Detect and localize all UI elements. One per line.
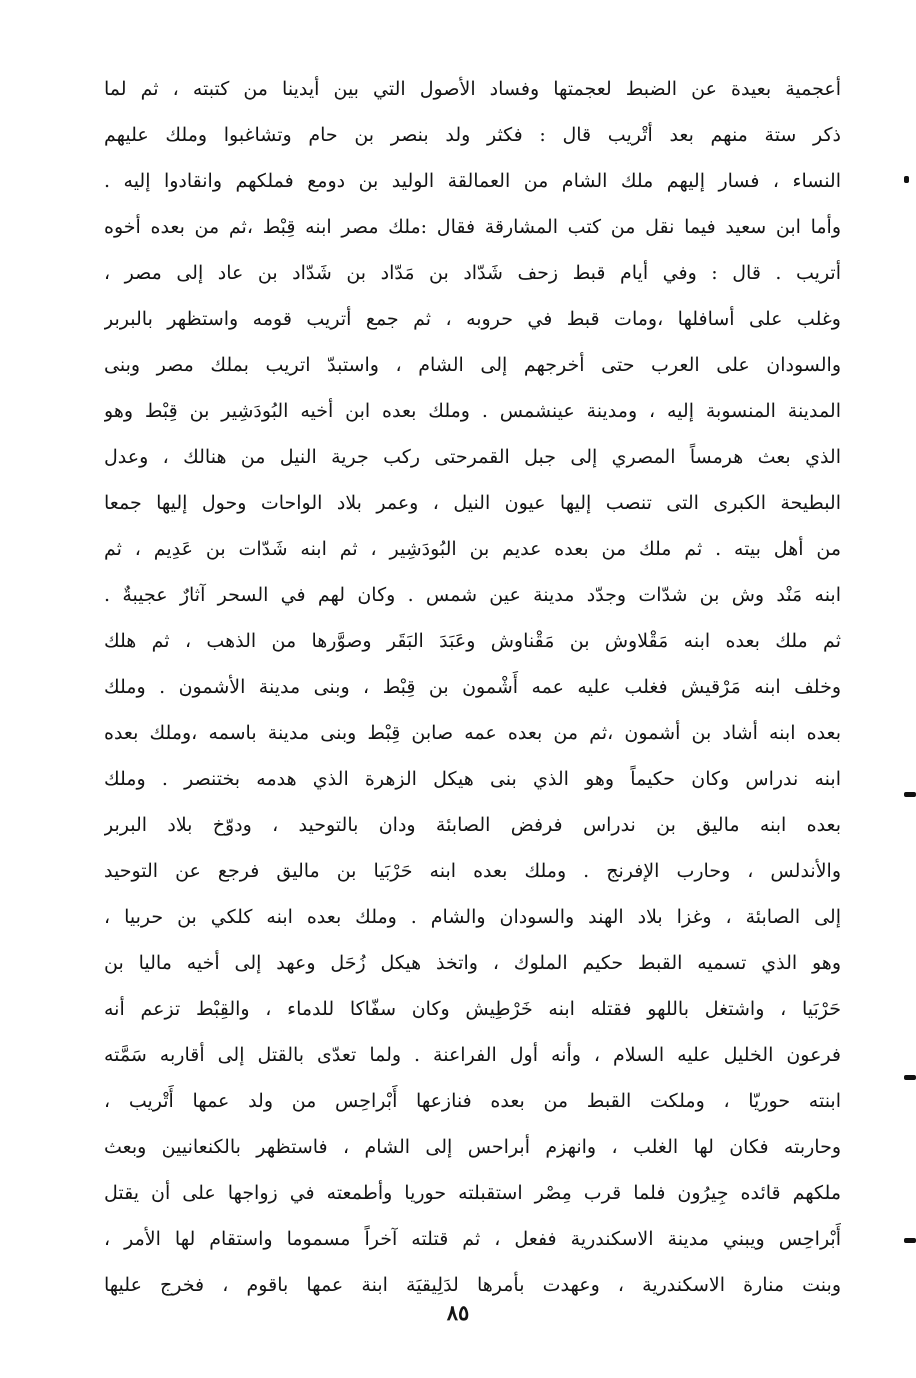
text-line-12: ابنه مَنْد وش بن شدّات وجدّد مدينة عين شمس . وكان لهم في السحر آثارٌ عجيبةٌ . bbox=[104, 584, 841, 606]
text-line-22: فرعون الخليل عليه السلام ، وأنه أول الفراعنة . ولما تعدّى بالقتل إلى أقاربه سَمَّته bbox=[104, 1044, 841, 1066]
text-line-4: وأما ابن سعيد فيما نقل من كتب المشارقة فقال :ملك مصر ابنه قِبْط ،ثم من بعده أخوه bbox=[104, 216, 841, 238]
margin-mark bbox=[904, 792, 916, 797]
text-line-9: الذي بعث هرمساً المصري إلى جبل القمرحتى ركب جرية النيل من هنالك ، وعدل bbox=[104, 446, 841, 468]
text-line-8: المدينة المنسوبة إليه ، ومدينة عينشمس . وملك بعده ابن أخيه البُودَشِير بن قِبْط وهو bbox=[104, 400, 841, 422]
text-line-6: وغلب على أسافلها ،ومات قبط في حروبه ، ثم جمع أتريب قومه واستظهر بالبربر bbox=[104, 308, 841, 330]
margin-mark bbox=[904, 1075, 916, 1080]
text-line-27: وبنت منارة الاسكندرية ، وعهدت بأمرها لدَلِيقيَة ابنة عمها باقوم ، فخرج عليها bbox=[104, 1274, 841, 1296]
text-line-24: وحاربته فكان لها الغلب ، وانهزم أبراحس إلى الشام ، فاستظهر بالكنعانيين وبعث bbox=[104, 1136, 841, 1158]
text-line-15: بعده ابنه أشاد بن أشمون ،ثم من بعده عمه صابن قِبْط وبنى مدينة باسمه ،وملك بعده bbox=[104, 722, 841, 744]
text-line-14: وخلف ابنه مَرْقيش فغلب عليه عمه أَشْمون بن قِبْط ، وبنى مدينة الأشمون . وملك bbox=[104, 676, 841, 698]
text-line-19: إلى الصابئة ، وغزا بلاد الهند والسودان والشام . وملك بعده ابنه كلكي بن حربيا ، bbox=[104, 906, 841, 928]
text-line-17: بعده ابنه ماليق بن ندراس فرفض الصابئة ودان بالتوحيد ، ودوّخ بلاد البربر bbox=[104, 814, 841, 836]
page-number: ٨٥ bbox=[446, 1300, 470, 1325]
text-line-20: وهو الذي تسميه القبط حكيم الملوك ، واتخذ هيكل زُحَل وعهد إلى أخيه ماليا بن bbox=[104, 952, 841, 974]
text-line-3: النساء ، فسار إليهم ملك الشام من العمالقة الوليد بن دومع فملكهم وانقادوا إليه . bbox=[104, 170, 841, 192]
body-text bbox=[104, 66, 841, 1308]
text-line-26: أَبْراحِس ويبني مدينة الاسكندرية ففعل ، ثم قتلته آخراً مسموما واستقام لها الأمر ، bbox=[104, 1228, 841, 1250]
text-line-1: أعجمية بعيدة عن الضبط لعجمتها وفساد الأصول التي بين أيدينا من كتبته ، ثم لما bbox=[104, 78, 841, 100]
text-line-18: والأندلس ، وحارب الإفرنج . وملك بعده ابنه حَرْبَيا بن ماليق فرجع عن التوحيد bbox=[104, 860, 841, 882]
text-line-16: ابنه ندراس وكان حكيماً وهو الذي بنى هيكل الزهرة الذي هدمه بختنصر . وملك bbox=[104, 768, 841, 790]
text-line-5: أتريب . قال : وفي أيام قبط زحف شَدّاد بن مَدّاد بن شَدّاد بن عاد إلى مصر ، bbox=[104, 262, 841, 284]
text-line-10: البطيحة الكبرى التى تنصب إليها عيون النيل ، وعمر بلاد الواحات وحول إليها جمعا bbox=[104, 492, 841, 514]
text-line-23: ابنته حوريّا ، وملكت القبط من بعده فنازعها أَبْراحِس من ولد عمها أَتْريب ، bbox=[104, 1090, 841, 1112]
text-line-7: والسودان على العرب حتى أخرجهم إلى الشام ، واستبدّ اتريب بملك مصر وبنى bbox=[104, 354, 841, 376]
text-line-11: من أهل بيته . ثم ملك من بعده عديم بن البُودَشِير ، ثم ابنه شَدّات بن عَدِيم ، ثم bbox=[104, 538, 841, 560]
text-line-13: ثم ملك بعده ابنه مَقْلاوش بن مَقْناوش وعَبَدَ البَقَر وصوَّرها من الذهب ، ثم هلك bbox=[104, 630, 841, 652]
margin-mark bbox=[904, 176, 909, 183]
text-line-21: حَرْبَيا ، واشتغل باللهو فقتله ابنه خَرْطِيش وكان سفّاكا للدماء ، والقِبْط تزعم أنه bbox=[104, 998, 841, 1020]
text-line-25: ملكهم قائده جِيرُون فلما قرب مِصْر استقبلته حوريا وأطمعته في زواجها على أن يقتل bbox=[104, 1182, 841, 1204]
text-line-2: ذكر ستة منهم بعد أتْريب قال : فكثر ولد بنصر بن حام وتشاغبوا وملك عليهم bbox=[104, 124, 841, 146]
margin-mark bbox=[904, 1238, 916, 1243]
